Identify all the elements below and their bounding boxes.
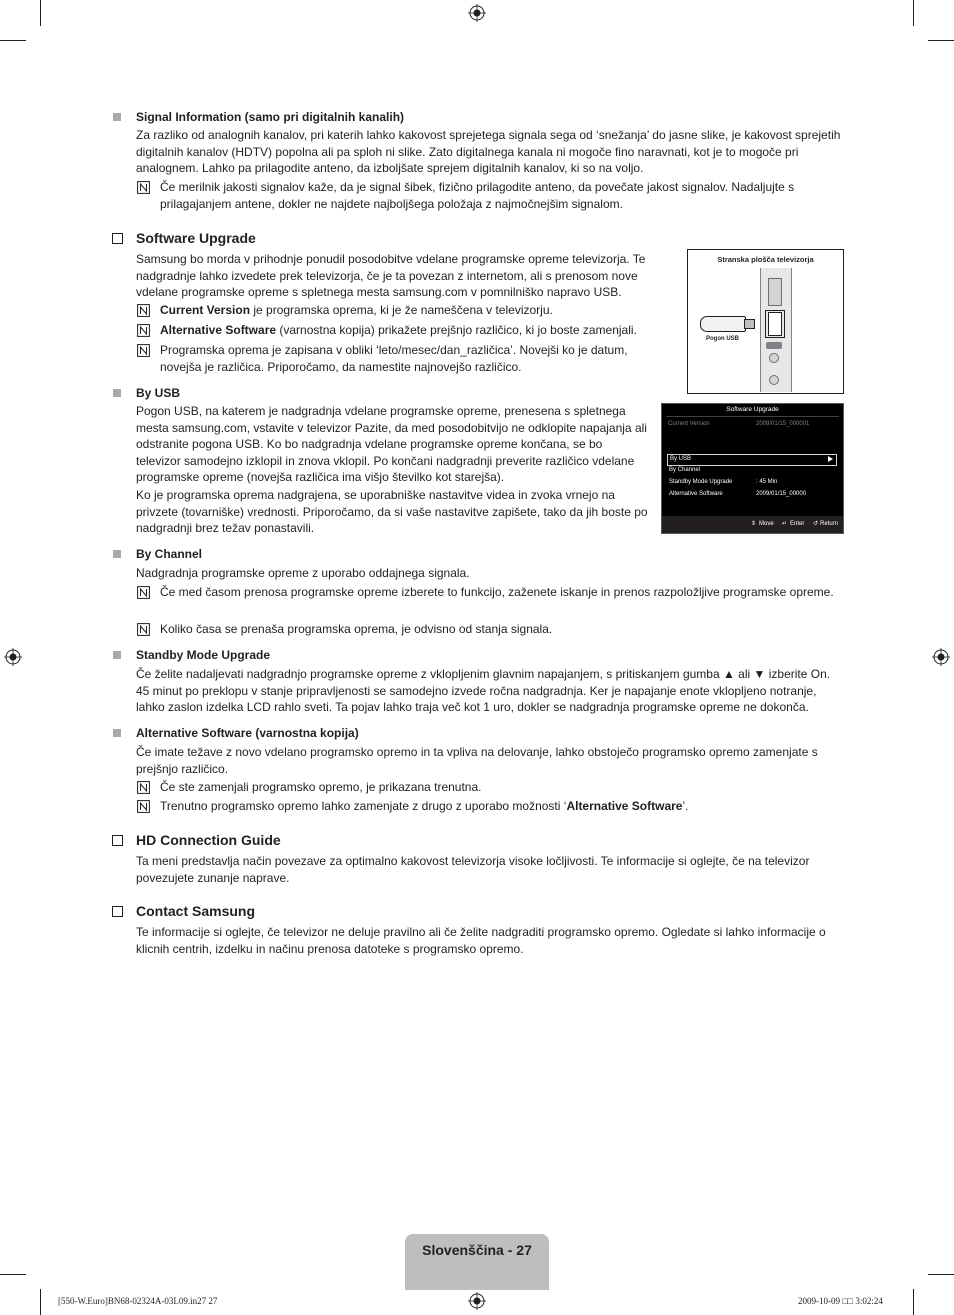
alternative-note-2-term: Alternative Software [566,799,683,813]
checkbox-bullet-icon [112,906,123,917]
software-upgrade-menu [661,403,844,534]
note-icon [137,344,150,357]
page-number-label: Slovenščina - 27 [422,1242,532,1258]
by-usb-heading: By USB [136,386,181,400]
alternative-software-text: (varnostna kopija) prikažete prejšnjo različico, ki jo boste zamenjali. [276,323,637,337]
return-icon: ↺ [813,521,819,527]
software-upgrade-heading: Software Upgrade [136,230,256,246]
by-channel-note-2: Koliko časa se prenaša programska oprema, je odvisno od stanja signala. [160,622,553,636]
menu-row-label: By USB [670,456,692,462]
by-channel-note-1: Če med časom prenosa programske opreme izberete to funkcijo, zaženete iskanje in prenos razpoložljive programske opreme. [160,585,834,599]
contact-body: Te informacije si oglejte, če televizor ne deluje pravilno ali če želite nadgraditi programsko opremo. Ogledate si lahko informacije o klicnih centrih, izdelku in načinu prenosa datoteke s programsko opremo. [136,925,826,956]
square-bullet-icon [113,113,121,121]
registration-mark-icon [932,648,950,666]
menu-row-value: 2009/01/15_000001 [756,421,810,427]
alternative-note-2-pre: Trenutno programsko opremo lahko zamenjate z drugo z uporabo možnosti ‘ [160,799,567,813]
alternative-note-2 [160,798,844,815]
current-version-text: je programska oprema, ki je že nameščena v televizorju. [250,303,553,317]
current-version-term: Current Version [160,303,251,317]
crop-mark [913,0,914,26]
menu-row-by-usb[interactable] [667,454,837,466]
usb-drive-plug-icon [744,319,755,329]
av-in-badge [766,342,782,349]
note-icon [137,324,150,337]
tv-side-panel-figure [687,249,844,394]
note-icon [137,304,150,317]
figure-title: Stranska plošča televizorja [717,255,814,264]
crop-mark [40,1289,41,1315]
usb-port-highlight [765,310,785,338]
alternative-note-2-post: ’. [682,799,689,813]
av-jack-icon [769,353,779,363]
usb-drive-label: Pogon USB [706,336,739,342]
menu-row-label: By Channel [669,467,701,473]
signal-info-note: Če merilnik jakosti signalov kaže, da je signal šibek, fizično prilagodite anteno, da povečate jakost signalov. Nadaljujte s prilagajanjem antene, dokler ne najdete najboljšega položaja z najmočnejšim signalom. [160,180,795,211]
crop-mark [928,40,954,41]
hdmi-port-icon [768,278,782,306]
arrow-right-icon [828,456,833,462]
crop-mark [0,1274,26,1275]
note-icon [137,781,150,794]
contact-heading: Contact Samsung [136,903,256,919]
registration-mark-icon [4,648,22,666]
alternative-software-note [160,322,660,339]
alternative-software-term: Alternative Software [160,323,277,337]
menu-row-value: : 45 Min [756,479,778,485]
av-jack-icon [769,375,779,385]
menu-footer [662,516,843,533]
menu-row-label: Standby Mode Upgrade [669,479,733,485]
version-format-note: Programska oprema je zapisana v obliki ‘leto/mesec/dan_različica’. Novejši ko je datum, novejša je različica. Priporočamo, da namestite najnovejšo različico. [160,343,628,374]
menu-title: Software Upgrade [726,406,779,413]
alternative-heading: Alternative Software (varnostna kopija) [136,726,359,740]
signal-info-body: Za razliko od analognih kanalov, pri katerih lahko kakovost sprejetega signala sega od ‘snežanja’ do jasne slike, je kakovost sprejetih digitalnih kanalov (HDTV) popolna ali pa sploh ni slike. Zato digitalnega kanala ni mogoče fino naravnati, kot je to mogoče pri analognem. Lahko pa prilagodite anteno, da izboljšate sprejem digitalnih kanalov, ki so na voljo. [136,128,841,175]
current-version-note [160,302,660,319]
square-bullet-icon [113,651,121,659]
usb-drive-icon [700,316,746,332]
note-icon [137,623,150,636]
menu-row-value: 2009/01/15_00000 [756,491,807,497]
footer-move-label: Move [759,521,774,527]
registration-mark-icon [468,1292,486,1310]
note-icon [137,586,150,599]
print-footer-left: [550-W.Euro]BN68-02324A-03L09.in27 27 [58,1296,218,1306]
footer-return-label: Return [820,521,839,527]
crop-mark [40,0,41,26]
signal-info-heading: Signal Information (samo pri digitalnih kanalih) [136,110,405,124]
checkbox-bullet-icon [112,835,123,846]
standby-body: Če želite nadaljevati nadgradnjo programske opreme z vklopljenim glavnim napajanjem, s pritiskanjem gumba ▲ ali ▼ izberite On. 45 minut po preklopu v stanje pripravljenosti se samodejno izvede ročna nadgradnja. Ker je napajanje enote vklopljeno notranje, lahko zaslon izdelka LCD rahlo sveti. Ta pojav lahko traja več kot 1 uro, dokler se nadgradnja programske opreme ne dokonča. [136,667,831,714]
by-channel-heading: By Channel [136,547,203,561]
print-footer-right: 2009-10-09 □□ 3:02:24 [798,1296,883,1306]
alternative-note-1: Če ste zamenjali programsko opremo, je prikazana trenutna. [160,780,482,794]
registration-mark-icon [468,4,486,22]
software-upgrade-body: Samsung bo morda v prihodnje ponudil posodobitve vdelane programske opreme televizorja. Te nadgradnje lahko izvedete prek televizorja, če je ta povezan z internetom, ali s prenosom nove vdelane programske opreme s spletnega mesta samsung.com v pomnilniško napravo USB. [136,252,646,299]
by-usb-body-1: Pogon USB, na katerem je nadgradnja vdelane programske opreme, prenesena s spletnega mesta samsung.com, vstavite v televizor Pazite, da med posodobitvijo ne odklopite napajanja ali odstranite pogona USB. Ko bo nadgradnja vdelane programske opreme končana, se bo televizor samodejno izklopil in znova vklopil. Po končani nadgradnji preverite različico vdelane programske opreme (novejša različica ima višjo številko kot starejša). [136,404,647,484]
square-bullet-icon [113,729,121,737]
menu-row-label: Current Version [668,421,710,427]
crop-mark [928,1274,954,1275]
note-icon [137,181,150,194]
square-bullet-icon [113,389,121,397]
alternative-body: Če imate težave z novo vdelano programsko opremo in ta vpliva na delovanje, lahko obstoječo programsko opremo zamenjate s prejšnjo različico. [136,745,818,776]
standby-heading: Standby Mode Upgrade [136,648,271,662]
move-icon: ⇕ [751,521,757,527]
checkbox-bullet-icon [112,233,123,244]
by-channel-body: Nadgradnja programske opreme z uporabo oddajnega signala. [136,566,470,580]
hd-guide-body: Ta meni predstavlja način povezave za optimalno kakovost televizorja visoke ločljivosti. Te informacije si oglejte, če na televizor povezujete zunanje naprave. [136,854,810,885]
by-usb-body-2: Ko je programska oprema nadgrajena, se uporabniške nastavitve videa in zvoka vrnejo na privzete (tovarniške) vrednosti. Priporočamo, da si vaše nastavitve zapišete, tako da jih boste po nadgradnji brez težav ponastavili. [136,488,648,535]
crop-mark [0,40,26,41]
hd-guide-heading: HD Connection Guide [136,832,281,848]
enter-icon: ↵ [782,521,788,527]
square-bullet-icon [113,550,121,558]
menu-row-label: Alternative Software [669,491,723,497]
crop-mark [913,1289,914,1315]
footer-enter-label: Enter [790,521,805,527]
page-number-tab [405,1234,549,1290]
menu-title-divider [666,416,839,417]
note-icon [137,800,150,813]
